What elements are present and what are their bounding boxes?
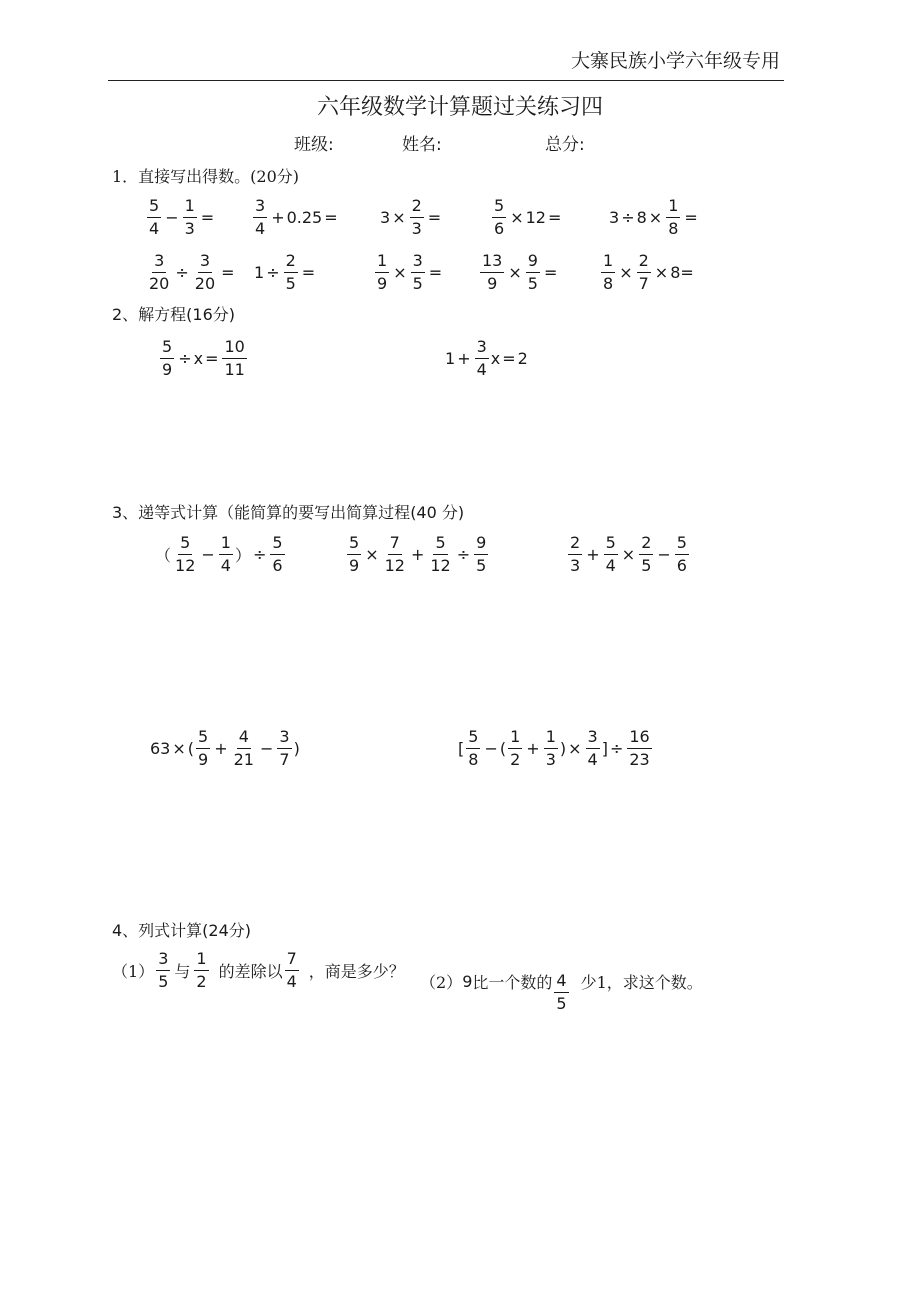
problem-3-2: $\frac{5}{9}$ × $\frac{7}{12}$ + $\frac{5}{12}$ ÷ $\frac{9}{5}$ — [349, 533, 487, 575]
problem-1-3: 3 × $\frac{2}{3}$ = — [380, 196, 442, 238]
fraction: $\frac{5}{9}$ — [198, 727, 209, 769]
fraction: $\frac{2}{3}$ — [411, 196, 422, 238]
fraction: $\frac{1}{2}$ — [196, 949, 207, 991]
fraction: $\frac{9}{5}$ — [476, 533, 487, 575]
fraction: $\frac{3}{4}$ — [476, 337, 487, 379]
fraction: $\frac{1}{8}$ — [668, 196, 679, 238]
fraction: $\frac{10}{11}$ — [224, 337, 245, 379]
fraction: $\frac{1}{3}$ — [545, 727, 556, 769]
section-4-heading: 4、列式计算(24分) — [112, 921, 252, 940]
fraction: $\frac{3}{7}$ — [279, 727, 290, 769]
fraction: $\frac{2}{5}$ — [285, 251, 296, 293]
fraction: $\frac{1}{9}$ — [377, 251, 388, 293]
fraction: $\frac{5}{12}$ — [175, 533, 196, 575]
fraction: $\frac{2}{7}$ — [638, 251, 649, 293]
fraction: $\frac{1}{2}$ — [510, 727, 521, 769]
fraction: $\frac{3}{20}$ — [194, 251, 216, 293]
problem-1-6: $\frac{3}{20}$ ÷ $\frac{3}{20}$ = — [149, 251, 235, 293]
problem-1-5: 3 ÷ 8 × $\frac{1}{8}$ = — [609, 196, 698, 238]
score-label: 总分: — [545, 135, 585, 155]
fraction: $\frac{5}{6}$ — [272, 533, 283, 575]
fraction: $\frac{3}{20}$ — [149, 251, 170, 293]
school-header: 大寨民族小学六年级专用 — [570, 50, 780, 72]
fraction: $\frac{2}{3}$ — [570, 533, 581, 575]
fraction: $\frac{4}{5}$ — [556, 971, 567, 1013]
class-label: 班级: — [294, 135, 334, 155]
problem-1-7: 1 ÷ $\frac{2}{5}$ = — [254, 251, 316, 293]
problem-1-4: $\frac{5}{6}$ × 12 = — [494, 196, 562, 238]
problem-1-2: $\frac{3}{4}$ + 0.25 = — [255, 196, 338, 238]
problem-3-3: $\frac{2}{3}$ + $\frac{5}{4}$ × $\frac{2}{5}$ − $\frac{5}{6}$ — [570, 533, 687, 575]
problem-1-10: $\frac{1}{8}$ × $\frac{2}{7}$ × 8= — [603, 251, 694, 293]
section-3-heading: 3、递等式计算（能简算的要写出简算过程(40 分) — [112, 503, 465, 522]
fraction: $\frac{7}{12}$ — [384, 533, 405, 575]
fraction: $\frac{3}{4}$ — [587, 727, 598, 769]
word-problem-2: （2） 9 比一个数的 $\frac{4}{5}$ 少 1，求这个数。 — [420, 971, 703, 1013]
fraction: $\frac{1}{3}$ — [184, 196, 195, 238]
fraction: $\frac{5}{9}$ — [349, 533, 360, 575]
fraction: $\frac{2}{5}$ — [641, 533, 652, 575]
equation-2-2: 1 + $\frac{3}{4}$ x = 2 — [445, 337, 528, 379]
header-rule — [108, 80, 784, 81]
worksheet-title: 六年级数学计算题过关练习四 — [316, 95, 603, 120]
problem-1-1: $\frac{5}{4}$ − $\frac{1}{3}$ = — [149, 196, 215, 238]
fraction: $\frac{5}{12}$ — [430, 533, 451, 575]
equation-2-1: $\frac{5}{9}$ ÷ x = $\frac{10}{11}$ — [162, 337, 245, 379]
section-3-score: (40 分) — [410, 503, 465, 522]
fraction: $\frac{9}{5}$ — [527, 251, 538, 293]
fraction: $\frac{5}{4}$ — [149, 196, 160, 238]
fraction: $\frac{5}{6}$ — [494, 196, 505, 238]
fraction: $\frac{3}{4}$ — [255, 196, 266, 238]
fraction: $\frac{3}{5}$ — [158, 949, 169, 991]
fraction: $\frac{16}{23}$ — [629, 727, 650, 769]
problem-3-4: 63 × ( $\frac{5}{9}$ + $\frac{4}{21}$ − $\frac{3}{7}$ ) — [150, 727, 300, 769]
fraction: $\frac{1}{4}$ — [220, 533, 231, 575]
problem-3-1: （ $\frac{5}{12}$ − $\frac{1}{4}$ ） ÷ $\frac{5}{6}$ — [155, 533, 283, 575]
fraction: $\frac{5}{4}$ — [605, 533, 616, 575]
name-label: 姓名: — [402, 135, 442, 155]
problem-1-9: $\frac{13}{9}$ × $\frac{9}{5}$ = — [482, 251, 558, 293]
fraction: $\frac{7}{4}$ — [286, 949, 297, 991]
fraction: $\frac{5}{9}$ — [162, 337, 173, 379]
problem-1-8: $\frac{1}{9}$ × $\frac{3}{5}$ = — [377, 251, 443, 293]
fraction: $\frac{4}{21}$ — [233, 727, 254, 769]
fraction: $\frac{5}{8}$ — [468, 727, 479, 769]
word-problem-1: （1） $\frac{3}{5}$ 与 $\frac{1}{2}$ 的差除以 $\frac{7}{4}$ ，商是多少？ — [112, 949, 405, 991]
fraction: $\frac{1}{8}$ — [603, 251, 614, 293]
section-2-heading: 2、解方程(16分) — [112, 305, 236, 324]
fraction: $\frac{3}{5}$ — [412, 251, 423, 293]
fraction: $\frac{13}{9}$ — [482, 251, 503, 293]
fraction: $\frac{5}{6}$ — [676, 533, 687, 575]
section-1-heading: 1．直接写出得数。(20分) — [112, 167, 300, 186]
problem-3-5: [ $\frac{5}{8}$ − ( $\frac{1}{2}$ + $\frac{1}{3}$ ) × $\frac{3}{4}$ ] ÷ $\frac{16}{23}$ — [458, 727, 650, 769]
